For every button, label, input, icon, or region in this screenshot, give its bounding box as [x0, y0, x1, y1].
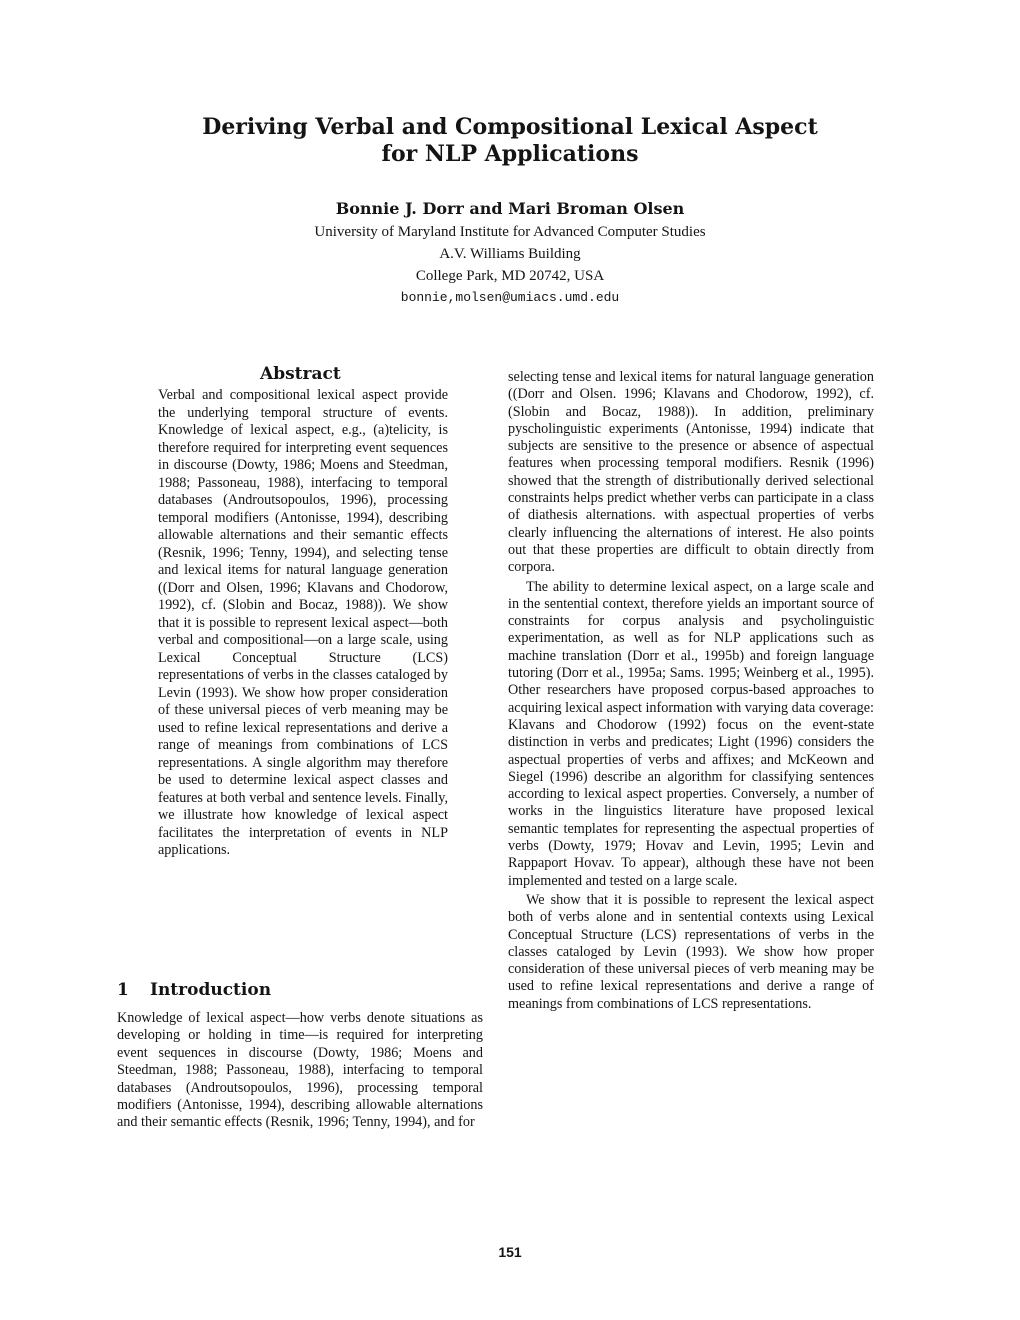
author-names: Bonnie J. Dorr and Mari Broman Olsen — [335, 199, 685, 218]
introduction-paragraph-1-continued: selecting tense and lexical items for natural language generation ((Dorr and Olsen. 1996; Klavans and Chodorow, 1992), cf. (Slobin and Bocaz, 1988)). In addition, preliminary pyscholinguistic experiments (Antonisse, 1994) indicate that subjects are sensitive to the presence or absence of aspectual features when processing temporal modifiers. Resnik (1996) showed that the strength of distributionally derived selectional constraints helps predict whether verbs can participate in a class of diathesis alternations. with aspectual properties of verbs clearly influencing the alternations of interest. He also points out that these properties are difficult to obtain directly from corpora. — [508, 369, 874, 576]
introduction-paragraph-3: We show that it is possible to represent the lexical aspect both of verbs alone and in sentential contexts using Lexical Conceptual Structure (LCS) representations of verbs in the classes cataloged by Levin (1993). We show how proper consideration of these universal pieces of verb meaning may be used to refine lexical representations and derive a range of meanings from combinations of LCS representations. — [508, 891, 874, 1012]
affiliation-address: College Park, MD 20742, USA — [415, 268, 605, 284]
author-email: bonnie,molsen@umiacs.umd.edu — [400, 290, 620, 305]
title-line-2: for NLP Applications — [381, 141, 639, 167]
section-number: 1 — [117, 980, 129, 1000]
page-number: 151 — [498, 1244, 522, 1260]
affiliation-block — [0, 221, 1020, 287]
abstract-heading: Abstract — [260, 364, 341, 384]
introduction-paragraph-2: The ability to determine lexical aspect, on a large scale and in the sentential context, therefore yields an important source of constraints for corpus analysis and psycholinguistic experimentation, as well as for NLP applications such as machine translation (Dorr et al., 1995b) and foreign language tutoring (Dorr et al., 1995a; Sams. 1995; Weinberg et al., 1995). Other researchers have proposed corpus-based approaches to acquiring lexical aspect information with varying data coverage: Klavans and Chodorow (1992) focus on the event-state distinction in verbs and predicates; Light (1996) considers the aspectual properties of verbs and affixes; and McKeown and Siegel (1996) describe an algorithm for classifying sentences according to lexical aspect properties. Conversely, a number of works in the linguistics literature have proposed lexical semantic templates for representing the aspectual properties of verbs (Dowty, 1979; Hovav and Levin, 1995; Levin and Rappaport Hovav. To appear), although these have not been implemented and tested on a large scale. — [508, 578, 874, 889]
affiliation-building: A.V. Williams Building — [439, 246, 581, 262]
title-line-1: Deriving Verbal and Compositional Lexical Aspect — [202, 114, 818, 140]
affiliation-institute: University of Maryland Institute for Advanced Computer Studies — [314, 224, 706, 240]
abstract-text: Verbal and compositional lexical aspect provide the underlying temporal structure of events. Knowledge of lexical aspect, e.g., (a)telicity, is therefore required for interpreting event sequences in discourse (Dowty, 1986; Moens and Steedman, 1988; Passoneau, 1988), interfacing to temporal databases (Androutsopoulos, 1996), processing temporal modifiers (Antonisse, 1994), describing allowable alternations and their semantic effects (Resnik, 1996; Tenny, 1994), and selecting tense and lexical items for natural language generation ((Dorr and Olsen, 1996; Klavans and Chodorow, 1992), cf. (Slobin and Bocaz, 1988)). We show that it is possible to represent lexical aspect—both verbal and compositional—on a large scale, using Lexical Conceptual Structure (LCS) representations of verbs in the classes cataloged by Levin (1993). We show how proper consideration of these universal pieces of verb meaning may be used to refine lexical representations and derive a range of meanings from combinations of LCS representations. A single algorithm may therefore be used to determine lexical aspect classes and features at both verbal and sentence levels. Finally, we illustrate how knowledge of lexical aspect facilitates the interpretation of events in NLP applications. — [158, 387, 448, 858]
introduction-heading — [117, 980, 271, 1000]
paper-title — [0, 114, 1020, 168]
introduction-paragraph-1: Knowledge of lexical aspect—how verbs denote situations as developing or holding in time—is required for interpreting event sequences in discourse (Dowty, 1986; Moens and Steedman, 1988; Passoneau, 1988), interfacing to temporal databases (Androutsopoulos, 1996), processing temporal modifiers (Antonisse, 1994), describing allowable alternations and their semantic effects (Resnik, 1996; Tenny, 1994), and for — [117, 1010, 483, 1131]
section-title: Introduction — [150, 980, 272, 1000]
right-column — [508, 369, 874, 1013]
